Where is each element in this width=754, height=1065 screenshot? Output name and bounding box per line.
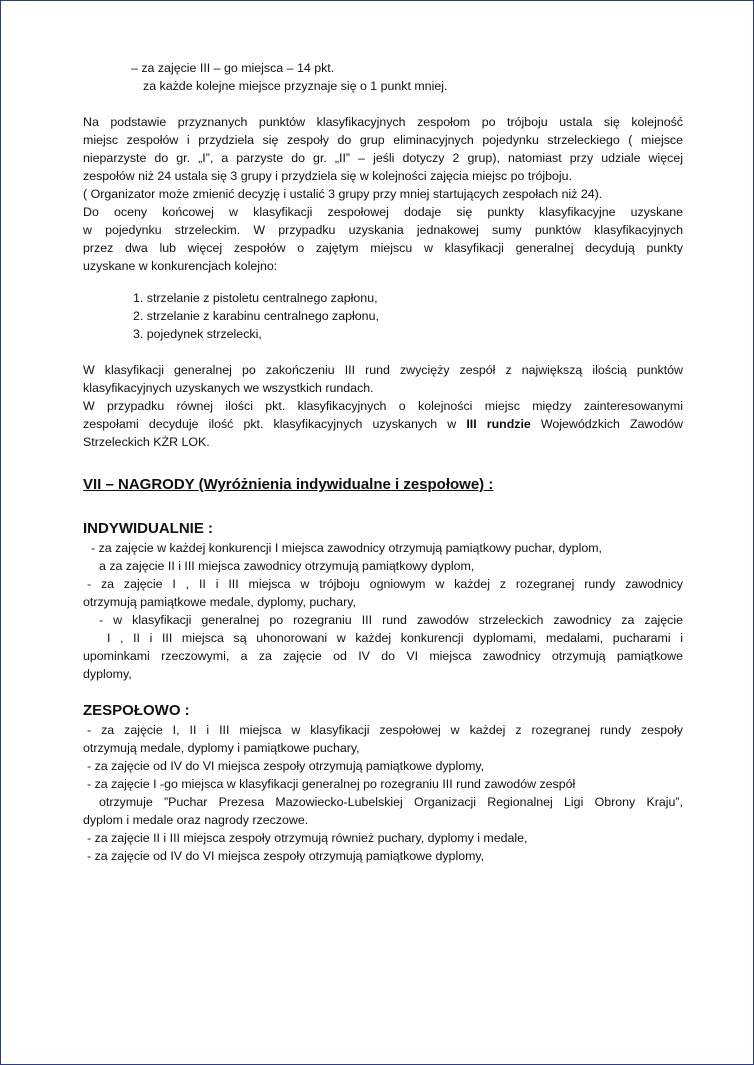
points-next-places: za każde kolejne miejsce przyznaje się o 1 punkt mniej. [143,79,448,93]
text-line: otrzymują medale, dyplomy i pamiątkowe puchary, [83,741,360,755]
classification-paragraph [83,113,683,275]
list-item: - za zajęcie I , II i III miejsca w trójboju ogniowym w każdej z rozegranej rundy zawodnicy [87,577,683,591]
text-line: miejsc zespołów i przydziela się zespoły do grup eliminacyjnych pojedynku strzeleckiego ( miejsce [83,133,683,147]
points-third-place: – za zajęcie III – go miejsca – 14 pkt. [131,61,335,75]
text-line: uzyskane w konkurencjach kolejno: [83,259,278,273]
document-body [83,59,683,865]
list-item: 1. strzelanie z pistoletu centralnego zapłonu, [133,291,378,305]
individual-awards [83,539,683,683]
text-span: Wojewódzkich Zawodów [530,417,683,431]
list-item: 3. pojedynek strzelecki, [133,327,262,341]
text-line: nieparzyste do gr. „I”, a parzyste do gr. „II” – jeśli dotyczy 2 grup), natomiast przy udziale więcej [83,151,683,165]
list-item: - za zajęcie od IV do VI miejsca zespoły otrzymują pamiątkowe dyplomy, [87,849,485,863]
text-line: w pojedynku strzeleckim. W przypadku uzyskania jednakowej sumy punktów klasyfikacyjnych [83,223,683,237]
text-line: I , II i III miejsca są uhonorowani w każdej konkurencji dyplomami, medalami, pucharami i [107,631,683,645]
list-item: - w klasyfikacji generalnej po rozegraniu III rund zawodów strzeleckich zawodnicy za zajęcie [99,613,683,627]
text-line: W przypadku równej ilości pkt. klasyfikacyjnych o kolejności miejsc między zainteresowanymi [83,399,683,413]
bold-round-text: III rundzie [466,417,531,431]
list-item: - za zajęcie II i III miejsca zespoły otrzymują również puchary, dyplomy i medale, [87,831,528,845]
text-line: przez dwa lub więcej zespołów o zajętym miejscu w klasyfikacji generalnej decydują punkty [83,241,683,255]
list-item: - za zajęcie od IV do VI miejsca zespoły otrzymują pamiątkowe dyplomy, [87,759,485,773]
text-line: klasyfikacyjnych uzyskanych we wszystkich rundach. [83,381,374,395]
list-item: - za zajęcie I, II i III miejsca w klasyfikacji zespołowej w każdej z rozegranej rundy zespoły [87,723,683,737]
text-line: dyplomy, [83,667,132,681]
team-awards [83,721,683,865]
subsection-title-individual: INDYWIDUALNIE : [83,520,213,537]
section-title-awards: VII – NAGRODY (Wyróżnienia indywidualne i zespołowe) : [83,476,494,493]
text-line: Do oceny końcowej w klasyfikacji zespołowej dodaje się punkty klasyfikacyjne uzyskane [83,205,683,219]
text-span: zespołami decyduje ilość pkt. klasyfikacyjnych uzyskanych w [83,417,467,431]
text-line: a za zajęcie II i III miejsca zawodnicy otrzymują pamiątkowy dyplom, [99,559,475,573]
general-classification-paragraph [83,361,683,451]
list-item: 2. strzelanie z karabinu centralnego zapłonu, [133,309,379,323]
text-line: dyplom i medale oraz nagrody rzeczowe. [83,813,309,827]
text-line: W klasyfikacji generalnej po zakończeniu III rund zwycięży zespół z największą ilością punktów [83,363,683,377]
text-line: ( Organizator może zmienić decyzję i ustalić 3 grupy przy mniej startujących zespołach niż 24). [83,187,603,201]
text-line: otrzymuje ”Puchar Prezesa Mazowiecko-Lubelskiej Organizacji Regionalnej Ligi Obrony Kraju”, [99,795,683,809]
text-line [83,415,683,433]
text-line: Na podstawie przyznanych punktów klasyfikacyjnych zespołom po trójboju ustala się kolejność [83,115,683,129]
text-line: Strzeleckich KŻR LOK. [83,435,210,449]
text-line: zespołów niż 24 ustala się 3 grupy i przydziela się w kolejności zajęcia miejsc po trójboju. [83,169,572,183]
tiebreak-list [83,289,683,343]
text-line: upominkami rzeczowymi, a za zajęcie od IV do VI miejsca zawodnicy otrzymują pamiątkowe [83,649,683,663]
list-item: - za zajęcie w każdej konkurencji I miejsca zawodnicy otrzymują pamiątkowy puchar, dyplom, [91,541,602,555]
text-line: otrzymują pamiątkowe medale, dyplomy, puchary, [83,595,356,609]
subsection-title-team: ZESPOŁOWO : [83,702,190,719]
list-item: - za zajęcie I -go miejsca w klasyfikacji generalnej po rozegraniu III rund zawodów zespół [87,777,576,791]
